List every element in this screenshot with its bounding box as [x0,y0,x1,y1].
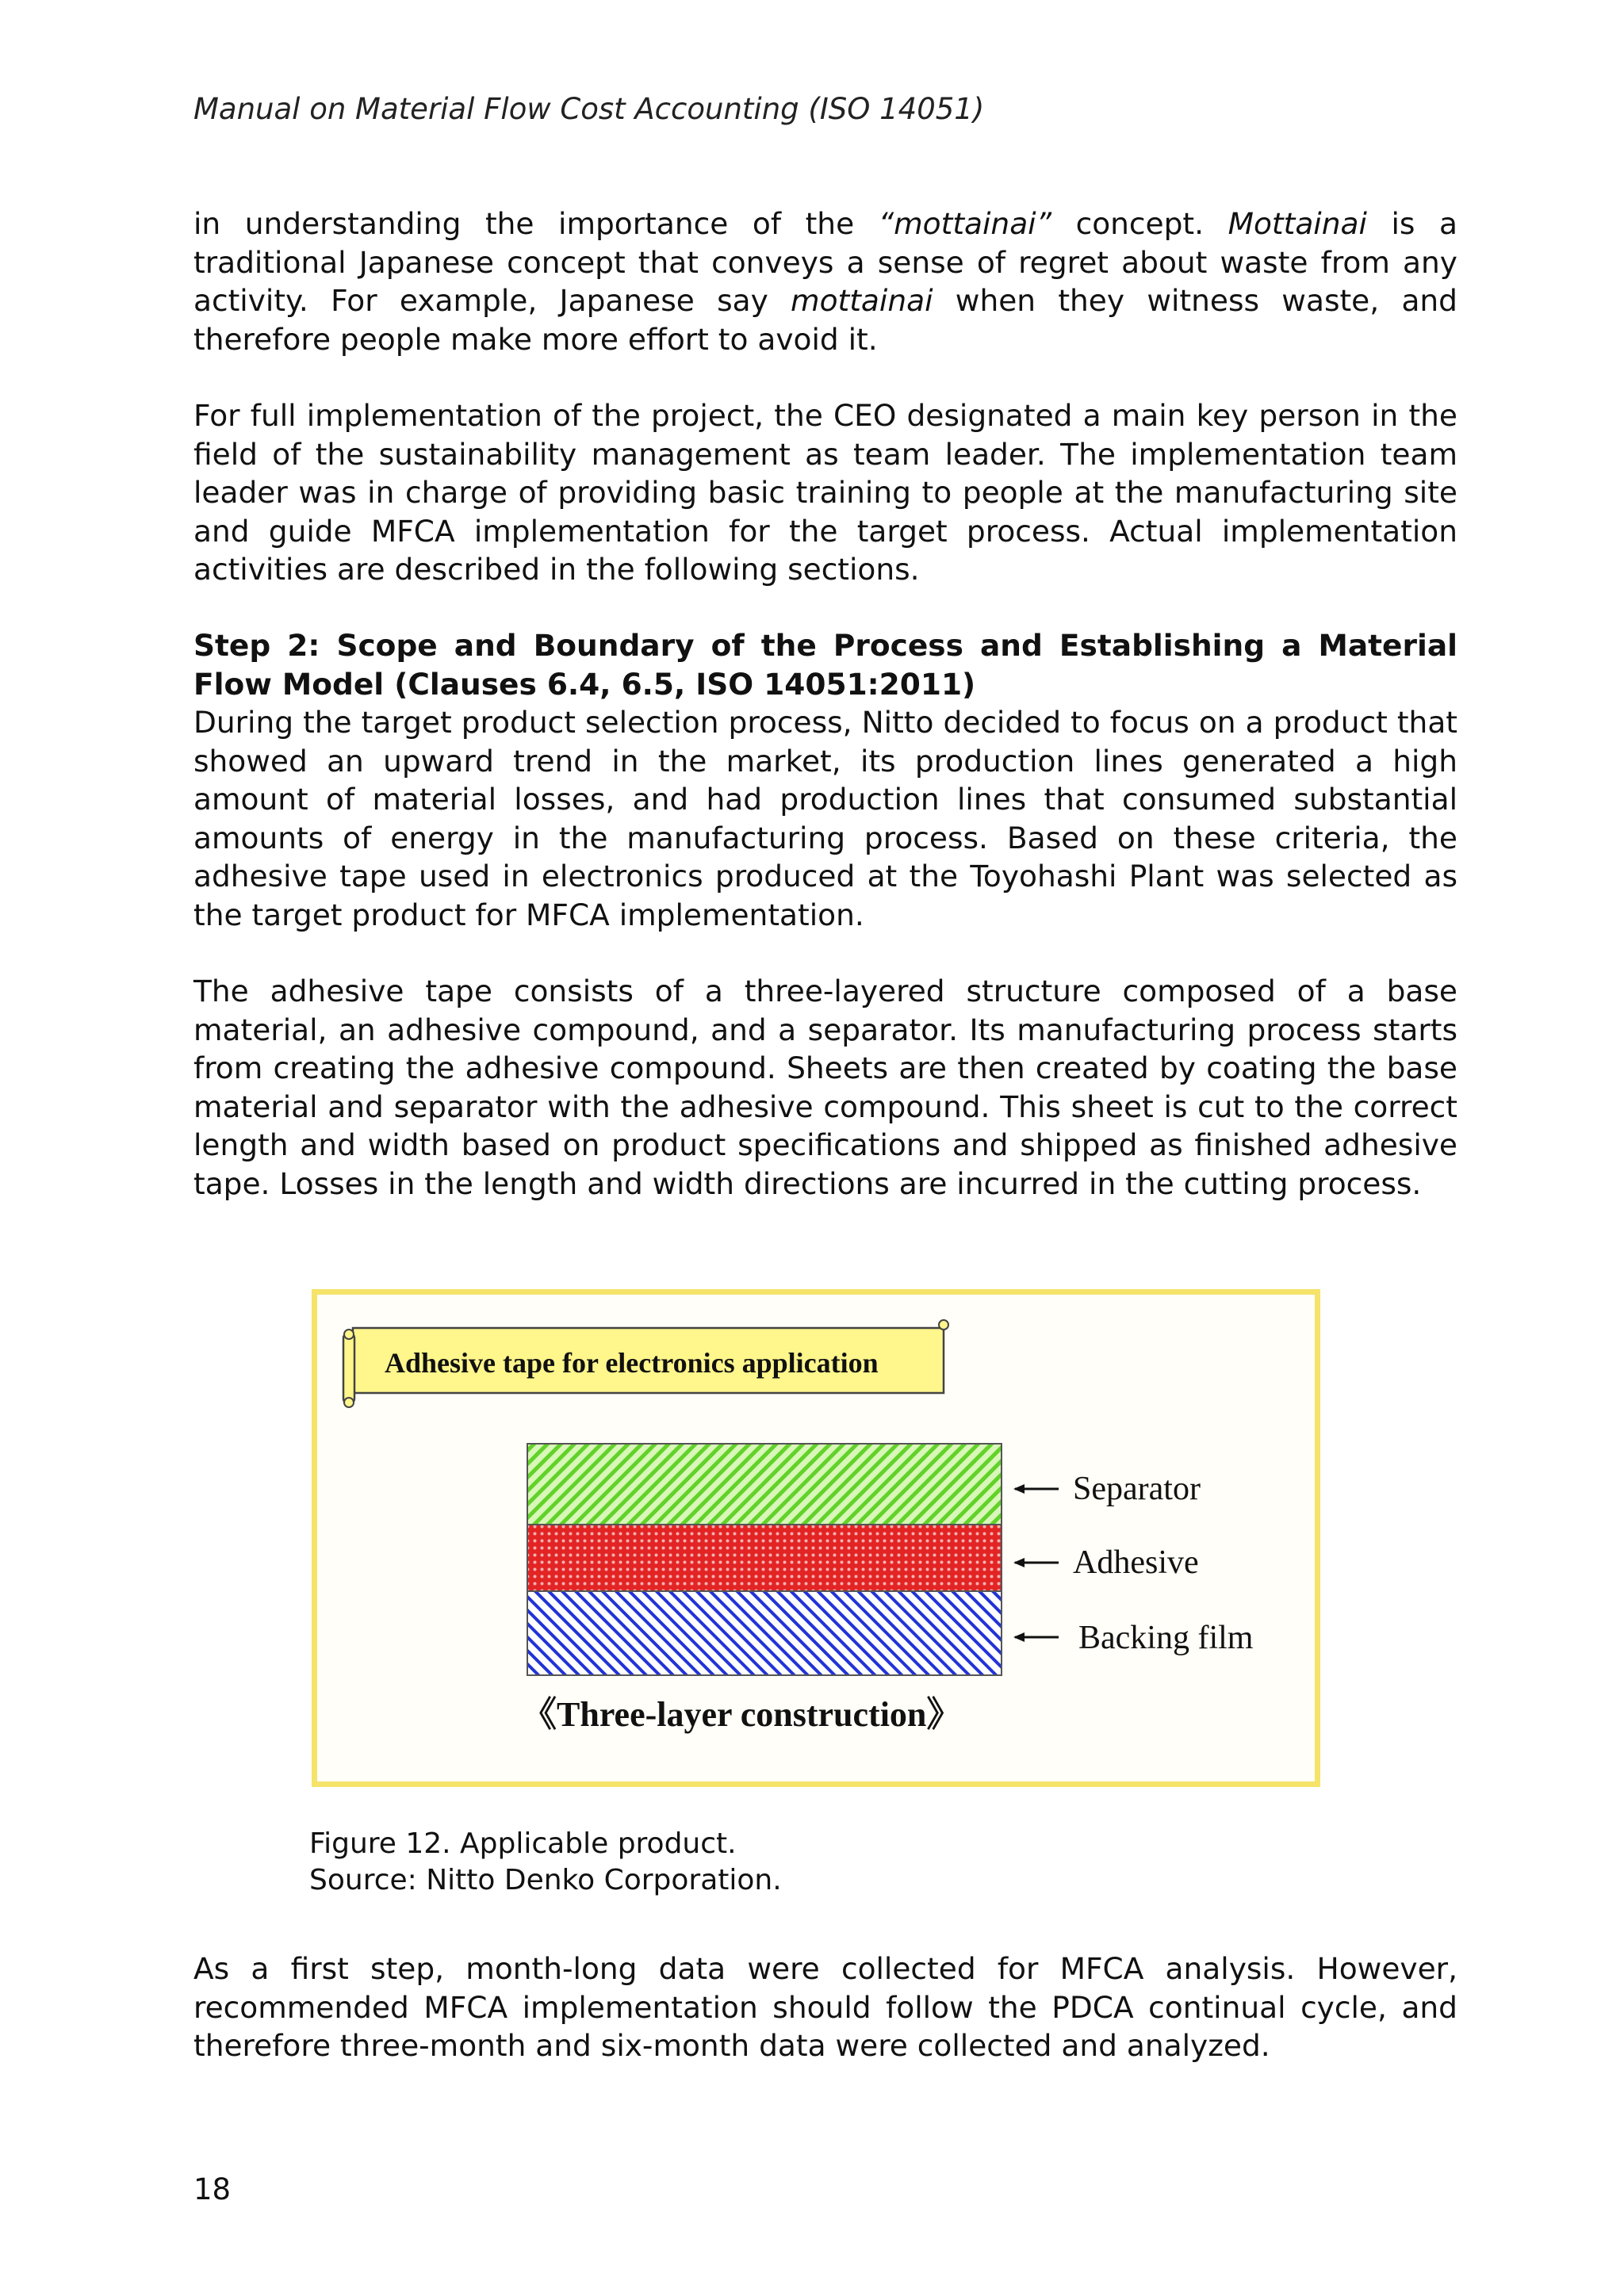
figure-caption [309,1826,782,1899]
backing-film-layer [527,1591,1002,1675]
caption-title: Figure 12. Applicable product. [309,1827,737,1860]
paragraph-mottainai [193,205,1457,358]
paragraph-target-product: During the target product selection process, Nitto decided to focus on a product that showed an upward trend in the market, its production lines generated a high amount of material losses, and had production lines that consumed substantial amounts of energy in the manufacturing process. Based on these criteria, the adhesive tape used in electronics produced at the Toyohashi Plant was selected as the target product for MFCA implementation. [193,705,1457,932]
figure-applicable-product [312,1289,1320,1787]
paragraph-adhesive-tape: The adhesive tape consists of a three-layered structure composed of a base material, an adhesive compound, and a separator. Its manufacturing process starts from creating the adhesive compound. Sheets are then created by coating the base material and separator with the adhesive compound. This sheet is cut to the correct length and width based on product specifications and shipped as finished adhesive tape. Losses in the length and width directions are incurred in the cutting process. [193,974,1457,1201]
adhesive-layer [527,1525,1002,1591]
page-number: 18 [193,2172,232,2206]
paragraph-data-collection: As a first step, month-long data were collected for MFCA analysis. However, recommended MFCA implementation should follow the PDCA continual cycle, and therefore three-month and six-month data were collected and analyzed. [193,1951,1457,2063]
para1-term2: mottainai [791,283,933,318]
para1-text-b: concept. [1051,206,1228,241]
separator-label: Separator [1073,1471,1201,1507]
para1-term1: Mottainai [1228,206,1367,241]
separator-layer [527,1444,1002,1525]
para1-quote: “mottainai” [878,206,1052,241]
adhesive-arrowhead-icon [1013,1558,1025,1567]
separator-arrowhead-icon [1013,1484,1025,1494]
para1-text-c: is a traditional Japanese concept that conveys a sense of regret about waste from any activity. For example, Japanese say [193,206,1457,318]
banner-title: Adhesive tape for electronics application [385,1347,879,1379]
para1-text-d: when they witness waste, and therefore people make more effort to avoid it. [193,283,1457,357]
step-heading: Step 2: Scope and Boundary of the Process and Establishing a Material Flow Model (Clauses 6.4, 6.5, ISO 14051:2011) [193,628,1457,702]
three-layer-diagram [317,1295,1315,1781]
para1-text-a: in understanding the importance of the [193,206,879,241]
adhesive-label: Adhesive [1073,1544,1199,1581]
paragraph-implementation: For full implementation of the project, the CEO designated a main key person in the field of the sustainability management as team leader. The implementation team leader was in charge of providing basic training to people at the manufacturing site and guide MFCA implementation for the target process. Actual implementation activities are described in the following sections. [193,398,1457,587]
backing-film-label: Backing film [1078,1620,1254,1656]
construction-label: 《Three-layer construction》 [522,1695,962,1734]
caption-source: Source: Nitto Denko Corporation. [309,1864,782,1896]
backing-film-arrowhead-icon [1013,1632,1025,1642]
page-header: Manual on Material Flow Cost Accounting (ISO 14051) [193,92,985,126]
